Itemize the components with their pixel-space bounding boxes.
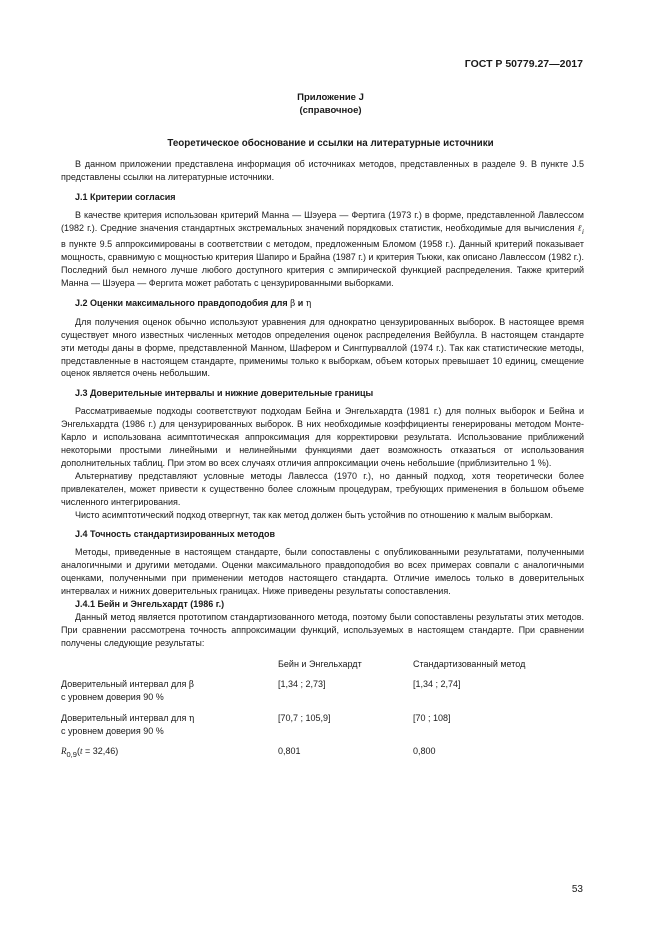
heading-j2-and: и bbox=[295, 297, 306, 308]
reliability-paren: ( bbox=[76, 745, 80, 756]
section-heading-j4: J.4 Точность стандартизированных методов bbox=[75, 529, 276, 540]
ell-symbol: ℓ bbox=[577, 222, 582, 233]
value-bain-eta: [70,7 ; 105,9] bbox=[278, 712, 331, 723]
paragraph-j2: Для получения оценок обычно используют уравнения для однократно цензурированных выборок. В настоящее время существует много известных численных методов определения оценок распределения Вейбулла. В настоящем стандарте эти методы даны в форме, представленной Манном, Шафером и Сингпурваллой (1974 г.). Так как статистические методы, представленные в настоящем стандарте, применимы только к выборкам, объем которых превышает 10 единиц, смещение оценок является очень небольшим. bbox=[61, 316, 584, 379]
time-symbol: t bbox=[79, 745, 83, 756]
beta-symbol: β bbox=[290, 298, 296, 309]
paragraph-j3-2: Альтернативу представляют условные методы Лавлесса (1970 г.), но данный подход, хотя теоретически более привлекателен, может привести к существенно более сложным процедурам, требующих применения в большом объеме численного интегрирования. bbox=[61, 470, 584, 507]
result-row-eta bbox=[61, 712, 584, 745]
row-label-reliability bbox=[61, 745, 271, 761]
paragraph-j3-1: Рассматриваемые подходы соответствуют подходам Бейна и Энгельхардта (1981 г.) для полных выборок и Бейна и Энгельхардта (1986 г.) для цензурированных выборок. В них необходимые коэффициенты генерированы методом Монте-Карло и использована асимптотическая аппроксимация для корректировки результата. Использование приближений некоторыми простыми линейными и нелинейными функциями дает возможность отказаться от использования дополнительных таблиц. При этом во всех случаях отличия аппроксимации очень небольшие (приблизительно 1 %). bbox=[61, 406, 584, 468]
results-header-row bbox=[61, 658, 584, 678]
row-label-beta-text: Доверительный интервал для bbox=[61, 678, 189, 689]
comparison-results bbox=[61, 658, 584, 761]
value-bain-beta: [1,34 ; 2,73] bbox=[278, 678, 326, 689]
appendix-main-title: Теоретическое обоснование и ссылки на литературные источники bbox=[167, 138, 494, 149]
time-value: = 32,46) bbox=[82, 745, 119, 756]
paragraph-j41: Данный метод является прототипом стандартизованного метода, поэтому были сопоставлены результаты этих методов. При сравнении рассмотрена точность аппроксимации функций, используемых в настоящем стандарте. При сравнении получены следующие результаты: bbox=[61, 611, 584, 648]
heading-j2-text: J.2 Оценки максимального правдоподобия для bbox=[75, 297, 291, 308]
row-label-beta-confidence: с уровнем доверия 90 % bbox=[61, 692, 164, 703]
section-heading-j1: J.1 Критерии согласия bbox=[75, 191, 176, 202]
paragraph-j1 bbox=[61, 209, 584, 290]
row-label-eta-confidence: с уровнем доверия 90 % bbox=[61, 726, 164, 737]
page-number: 53 bbox=[571, 884, 583, 895]
appendix-subtitle: (справочное) bbox=[299, 105, 362, 116]
row-label-beta bbox=[61, 678, 271, 704]
row-label-eta-text: Доверительный интервал для bbox=[61, 712, 189, 723]
value-standard-reliability: 0,800 bbox=[413, 745, 436, 756]
value-standard-eta: [70 ; 108] bbox=[413, 712, 451, 723]
document-body bbox=[61, 158, 584, 761]
section-heading-j2 bbox=[75, 297, 584, 311]
eta-symbol: η bbox=[305, 298, 312, 309]
paragraph-j1-part-b: в пункте 9.5 аппроксимированы в соответствии с методом, предложенным Бломом (1958 г.). Данный критерий показывает мощность, сравнимую с мощностью критерия Шапиро и Брайна (1987 г.) и критерия Тьюки, как описано Лавлессом (1982 г.). Последний был немного лучше любого доступного критерия с эмпирической функцией распределения. Также критерий Манна — Шэуера — Фергита может работать с цензурированными выборками. bbox=[61, 239, 584, 289]
appendix-heading bbox=[0, 91, 661, 117]
reliability-subscript: 0,9 bbox=[66, 749, 77, 759]
intro-paragraph: В данном приложении представлена информация об источниках методов, представленных в разделе 9. В пункте J.5 представлены ссылки на литературные источники. bbox=[61, 159, 584, 182]
col-header-standard: Стандартизованный метод bbox=[413, 658, 526, 669]
value-bain-reliability: 0,801 bbox=[278, 745, 301, 756]
subsection-heading-j41: J.4.1 Бейн и Энгельхардт (1986 г.) bbox=[75, 598, 225, 609]
row-label-eta bbox=[61, 712, 271, 738]
section-heading-j3: J.3 Доверительные интервалы и нижние доверительные границы bbox=[75, 388, 374, 399]
result-row-reliability bbox=[61, 745, 584, 761]
ell-subscript: i bbox=[581, 226, 584, 236]
paragraph-j3-3: Чисто асимптотический подход отвергнут, так как метод должен быть устойчив по отношению к малым выборкам. bbox=[75, 509, 553, 520]
reliability-symbol: R bbox=[61, 745, 67, 756]
paragraph-j4-1: Методы, приведенные в настоящем стандарте, были сопоставлены с опубликованными результатами, полученными аналогичными и другими методами. Оценки максимального правдоподобия во всех примерах совпали с аналогичными оценками, полученными при применении методов настоящего стандарта. Отличие имелось только в доверительных интервалах и нижних доверительных границах. Ниже приведены результаты сопоставления. bbox=[61, 547, 584, 597]
col-header-bain: Бейн и Энгельхардт bbox=[278, 658, 362, 669]
value-standard-beta: [1,34 ; 2,74] bbox=[413, 678, 461, 689]
appendix-title: Приложение J bbox=[297, 92, 364, 103]
eta-symbol: η bbox=[188, 713, 195, 724]
paragraph-j1-part-a: В качестве критерия использован критерий Манна — Шэуера — Фертига (1973 г.) в форме, представленной Лавлессом (1982 г.). Средние значения стандартных экстремальных значений порядковых статистик, необходимые для вычисления bbox=[61, 209, 584, 233]
standard-number: ГОСТ Р 50779.27—2017 bbox=[464, 58, 583, 70]
beta-symbol: β bbox=[188, 679, 195, 690]
result-row-beta bbox=[61, 678, 584, 712]
